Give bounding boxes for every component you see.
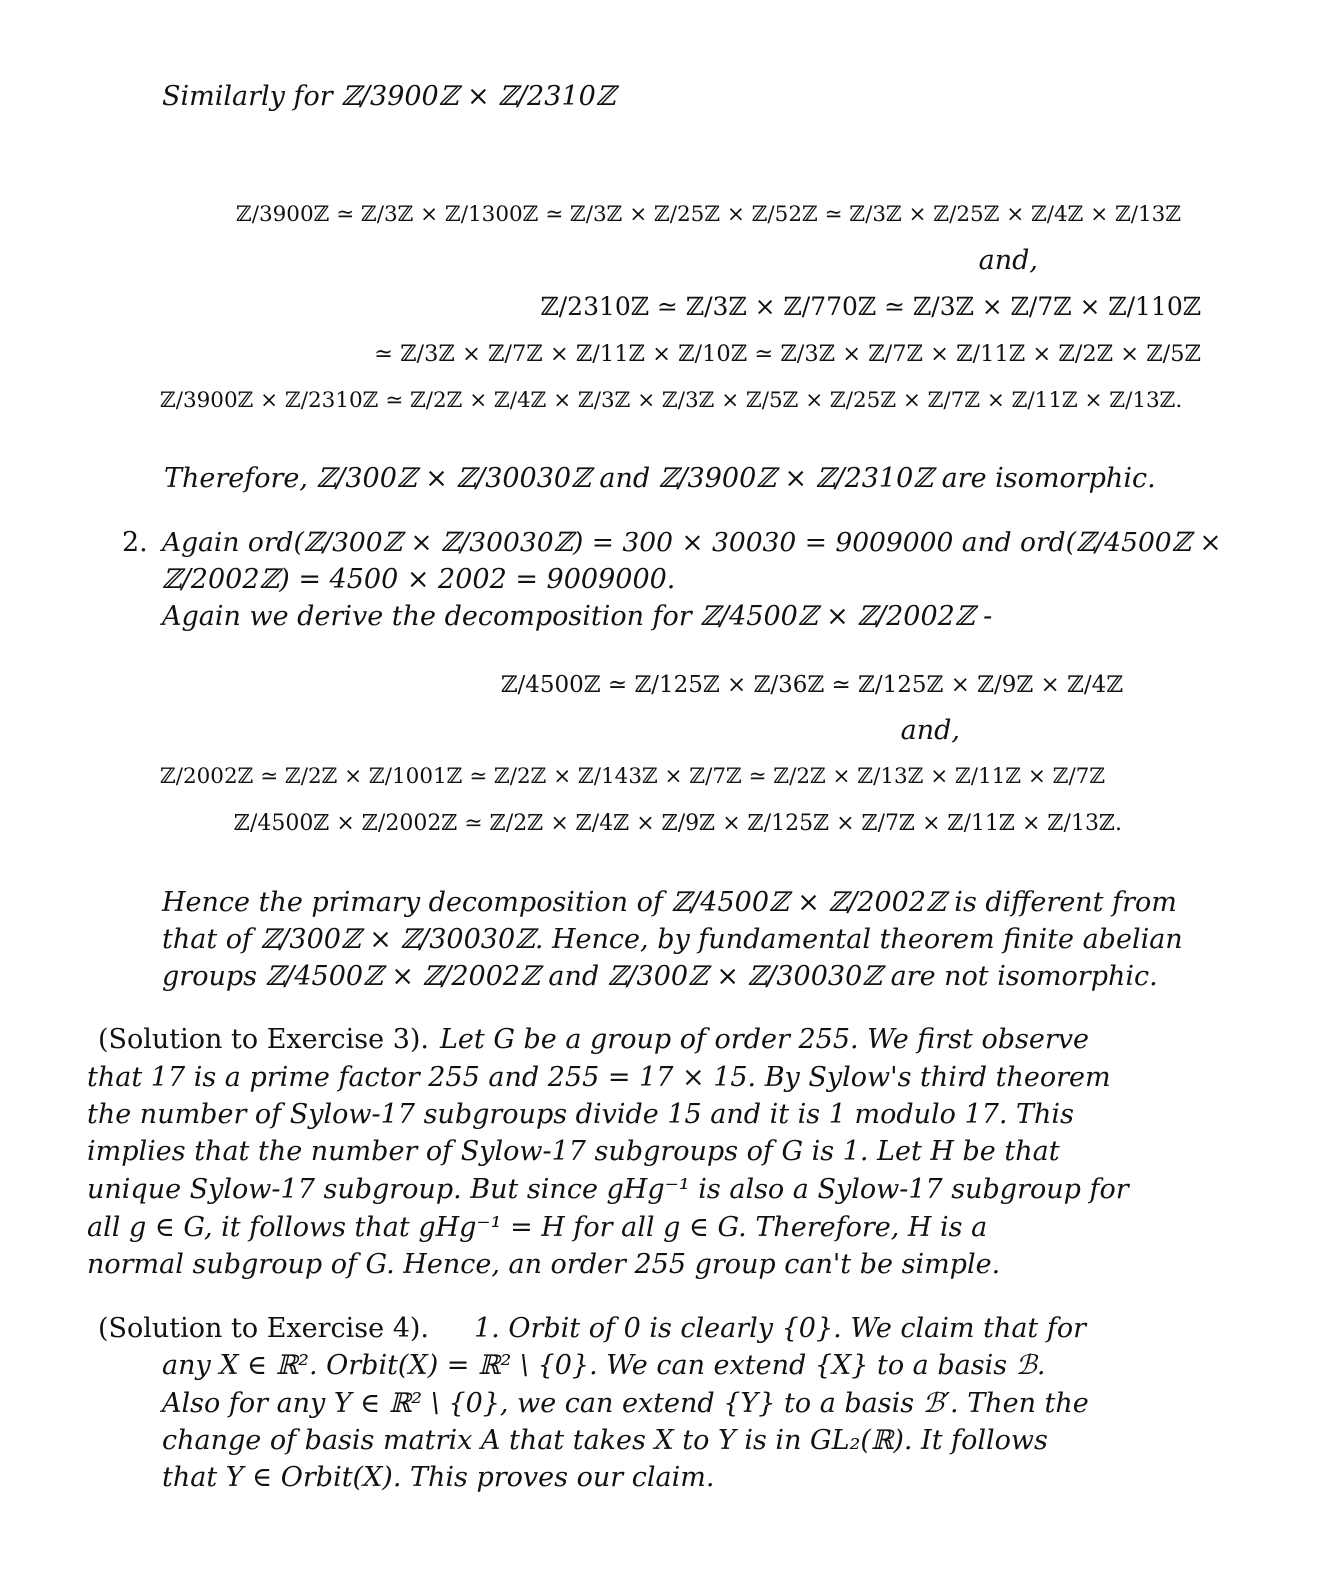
exercise-4-first-line: 1. Orbit of 0 is clearly {0}. We claim that for — [474, 1313, 1087, 1344]
exercise-4-label: (Solution to Exercise 4). — [98, 1313, 430, 1344]
exercise-3-line-2: the number of Sylow-17 subgroups divide 15 and it is 1 modulo 17. This — [87, 1099, 1074, 1130]
exercise-3-label: (Solution to Exercise 3). — [98, 1024, 430, 1055]
exercise-4-line-3: that Y ∈ Orbit(X). This proves our claim. — [162, 1462, 715, 1493]
exercise-3-line-1: that 17 is a prime factor 255 and 255 = 17 × 15. By Sylow's third theorem — [87, 1062, 1111, 1093]
hence-line-1: Hence the primary decomposition of ℤ/4500ℤ × ℤ/2002ℤ is different from — [162, 887, 1177, 918]
and-connector-2: and, — [900, 715, 960, 746]
item2-line1: Again ord(ℤ/300ℤ × ℤ/30030ℤ) = 300 × 30030 = 9009000 and ord(ℤ/4500ℤ × — [162, 527, 1222, 558]
isomorphic-conclusion: Therefore, ℤ/300ℤ × ℤ/30030ℤ and ℤ/3900ℤ × ℤ/2310ℤ are isomorphic. — [164, 463, 1156, 494]
exercise-3-line-3: implies that the number of Sylow-17 subgroups of G is 1. Let H be that — [87, 1136, 1060, 1167]
equation-4500-decomposition: ℤ/4500ℤ ≃ ℤ/125ℤ × ℤ/36ℤ ≃ ℤ/125ℤ × ℤ/9ℤ × ℤ/4ℤ — [500, 672, 1123, 698]
exercise-3-line-6: normal subgroup of G. Hence, an order 255 group can't be simple. — [87, 1249, 1001, 1280]
equation-product-decomposition: ℤ/3900ℤ × ℤ/2310ℤ ≃ ℤ/2ℤ × ℤ/4ℤ × ℤ/3ℤ × ℤ/3ℤ × ℤ/5ℤ × ℤ/25ℤ × ℤ/7ℤ × ℤ/11ℤ × ℤ/13ℤ. — [160, 388, 1183, 413]
equation-3900-decomposition: ℤ/3900ℤ ≃ ℤ/3ℤ × ℤ/1300ℤ ≃ ℤ/3ℤ × ℤ/25ℤ × ℤ/52ℤ ≃ ℤ/3ℤ × ℤ/25ℤ × ℤ/4ℤ × ℤ/13ℤ — [236, 202, 1182, 227]
exercise-4-line-1: Also for any Y ∈ ℝ² \ {0}, we can extend {Y} to a basis ℬ′. Then the — [162, 1388, 1089, 1419]
exercise-3-line-0: Let G be a group of order 255. We first observe — [440, 1024, 1089, 1055]
equation-2310-decomposition: ℤ/2310ℤ ≃ ℤ/3ℤ × ℤ/770ℤ ≃ ℤ/3ℤ × ℤ/7ℤ × ℤ/110ℤ — [540, 292, 1201, 321]
exercise-3-line-4: unique Sylow-17 subgroup. But since gHg⁻¹ is also a Sylow-17 subgroup for — [87, 1174, 1129, 1205]
hence-line-3: groups ℤ/4500ℤ × ℤ/2002ℤ and ℤ/300ℤ × ℤ/30030ℤ are not isomorphic. — [162, 961, 1158, 992]
equation-product-2-decomposition: ℤ/4500ℤ × ℤ/2002ℤ ≃ ℤ/2ℤ × ℤ/4ℤ × ℤ/9ℤ × ℤ/125ℤ × ℤ/7ℤ × ℤ/11ℤ × ℤ/13ℤ. — [233, 811, 1122, 836]
intro-line: Similarly for ℤ/3900ℤ × ℤ/2310ℤ — [162, 81, 616, 112]
exercise-4-line-2: change of basis matrix A that takes X to Y is in GL₂(ℝ). It follows — [162, 1425, 1048, 1456]
item2-line2: ℤ/2002ℤ) = 4500 × 2002 = 9009000. — [162, 564, 676, 595]
exercise-4-line-0: any X ∈ ℝ². Orbit(X) = ℝ² \ {0}. We can extend {X} to a basis ℬ. — [162, 1350, 1046, 1381]
hence-line-2: that of ℤ/300ℤ × ℤ/30030ℤ. Hence, by fundamental theorem finite abelian — [162, 924, 1183, 955]
exercise-3-line-5: all g ∈ G, it follows that gHg⁻¹ = H for all g ∈ G. Therefore, H is a — [87, 1212, 988, 1243]
item2-line3: Again we derive the decomposition for ℤ/4500ℤ × ℤ/2002ℤ - — [162, 601, 993, 632]
equation-2002-decomposition: ℤ/2002ℤ ≃ ℤ/2ℤ × ℤ/1001ℤ ≃ ℤ/2ℤ × ℤ/143ℤ × ℤ/7ℤ ≃ ℤ/2ℤ × ℤ/13ℤ × ℤ/11ℤ × ℤ/7ℤ — [160, 764, 1106, 789]
equation-2310-continued: ≃ ℤ/3ℤ × ℤ/7ℤ × ℤ/11ℤ × ℤ/10ℤ ≃ ℤ/3ℤ × ℤ/7ℤ × ℤ/11ℤ × ℤ/2ℤ × ℤ/5ℤ — [374, 341, 1201, 367]
and-connector: and, — [978, 245, 1038, 276]
list-number-2: 2. — [122, 527, 148, 558]
